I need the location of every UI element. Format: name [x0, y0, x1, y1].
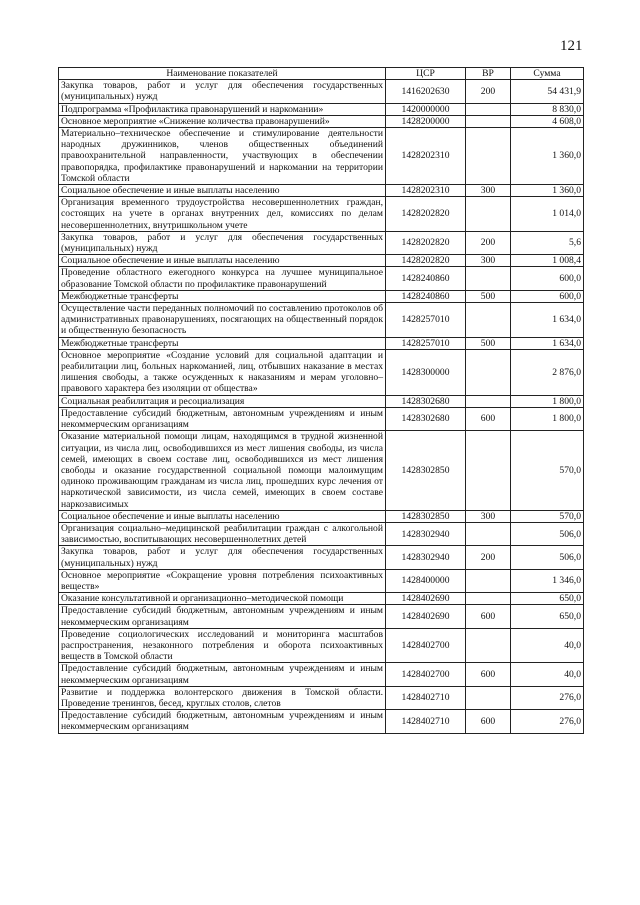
sum-cell: 570,0	[511, 431, 584, 510]
csr-cell: 1428302850	[386, 431, 466, 510]
sum-cell: 1 008,4	[511, 255, 584, 267]
table-row	[59, 303, 584, 338]
sum-cell: 276,0	[511, 686, 584, 709]
name-cell: Подпрограмма «Профилактика правонарушений и наркомании»	[59, 103, 386, 115]
vr-cell	[466, 103, 511, 115]
csr-cell: 1428402700	[386, 663, 466, 686]
sum-cell: 1 360,0	[511, 128, 584, 185]
sum-cell: 8 830,0	[511, 103, 584, 115]
vr-cell: 200	[466, 546, 511, 569]
name-cell: Материально–техническое обеспечение и стимулирование деятельности народных дружинников, членов общественных объединений правоохранительной направленности, участвующих в обеспечении правопорядка, профилактике правонарушений и наркомании на территории Томской области	[59, 128, 386, 185]
csr-cell: 1428257010	[386, 303, 466, 338]
name-cell: Оказание консультативной и организационно–методической помощи	[59, 593, 386, 605]
name-cell: Развитие и поддержка волонтерского движения в Томской области. Проведение тренингов, бесед, круглых столов, слетов	[59, 686, 386, 709]
page-number: 121	[560, 38, 583, 54]
vr-cell	[466, 349, 511, 395]
table-row	[59, 103, 584, 115]
name-cell: Основное мероприятие «Сокращение уровня потребления психоактивных веществ»	[59, 569, 386, 592]
name-cell: Межбюджетные трансферты	[59, 337, 386, 349]
table-row	[59, 267, 584, 290]
sum-cell: 600,0	[511, 290, 584, 302]
vr-cell: 500	[466, 290, 511, 302]
name-cell: Предоставление субсидий бюджетным, автономным учреждениям и иным некоммерческим организациям	[59, 407, 386, 430]
sum-cell: 1 634,0	[511, 337, 584, 349]
table-row	[59, 185, 584, 197]
table-row	[59, 128, 584, 185]
header-sum: Сумма	[511, 68, 584, 80]
table-row	[59, 593, 584, 605]
csr-cell: 1428200000	[386, 115, 466, 127]
name-cell: Закупка товаров, работ и услуг для обеспечения государственных (муниципальных) нужд	[59, 231, 386, 254]
csr-cell: 1428300000	[386, 349, 466, 395]
vr-cell: 600	[466, 710, 511, 733]
table-row	[59, 510, 584, 522]
sum-cell: 4 608,0	[511, 115, 584, 127]
vr-cell: 300	[466, 510, 511, 522]
sum-cell: 650,0	[511, 605, 584, 628]
vr-cell	[466, 303, 511, 338]
csr-cell: 1428240860	[386, 290, 466, 302]
name-cell: Социальная реабилитация и ресоциализация	[59, 395, 386, 407]
table-row	[59, 710, 584, 733]
csr-cell: 1428202820	[386, 197, 466, 232]
table-row	[59, 395, 584, 407]
csr-cell: 1428202820	[386, 255, 466, 267]
sum-cell: 600,0	[511, 267, 584, 290]
vr-cell	[466, 628, 511, 663]
sum-cell: 40,0	[511, 628, 584, 663]
table-row	[59, 628, 584, 663]
sum-cell: 650,0	[511, 593, 584, 605]
name-cell: Предоставление субсидий бюджетным, автономным учреждениям и иным некоммерческим организациям	[59, 663, 386, 686]
sum-cell: 276,0	[511, 710, 584, 733]
csr-cell: 1416202630	[386, 80, 466, 103]
vr-cell: 500	[466, 337, 511, 349]
table-row	[59, 115, 584, 127]
csr-cell: 1428257010	[386, 337, 466, 349]
csr-cell: 1428400000	[386, 569, 466, 592]
table-row	[59, 522, 584, 545]
sum-cell: 1 360,0	[511, 185, 584, 197]
table-row	[59, 605, 584, 628]
vr-cell: 200	[466, 231, 511, 254]
csr-cell: 1428202820	[386, 231, 466, 254]
sum-cell: 5,6	[511, 231, 584, 254]
table-row	[59, 231, 584, 254]
table-row	[59, 80, 584, 103]
vr-cell: 200	[466, 80, 511, 103]
table-row	[59, 407, 584, 430]
name-cell: Осуществление части переданных полномочий по составлению протоколов об административных правонарушениях, посягающих на общественный порядок и общественную безопасность	[59, 303, 386, 338]
table-row	[59, 197, 584, 232]
csr-cell: 1428402710	[386, 710, 466, 733]
name-cell: Оказание материальной помощи лицам, находящимся в трудной жизненной ситуации, из числа лиц, освободившихся из мест лишения свободы, из числа семей, имеющих в своем составе лиц, освободившихся из мест лишения свободы и оказание государственной социальной помощи малоимущим одиноко проживающим гражданам из числа лиц, прошедших курс лечения от наркотической зависимости, из числа семей, имеющих в своем составе наркозависимых	[59, 431, 386, 510]
vr-cell	[466, 686, 511, 709]
table-row	[59, 546, 584, 569]
vr-cell: 300	[466, 185, 511, 197]
name-cell: Предоставление субсидий бюджетным, автономным учреждениям и иным некоммерческим организациям	[59, 605, 386, 628]
vr-cell	[466, 569, 511, 592]
table-row	[59, 686, 584, 709]
csr-cell: 1428240860	[386, 267, 466, 290]
csr-cell: 1428402700	[386, 628, 466, 663]
sum-cell: 1 346,0	[511, 569, 584, 592]
name-cell: Организация временного трудоустройства несовершеннолетних граждан, состоящих на учете в органах внутренних дел, комиссиях по делам несовершеннолетних, внутришкольном учете	[59, 197, 386, 232]
sum-cell: 1 014,0	[511, 197, 584, 232]
sum-cell: 54 431,9	[511, 80, 584, 103]
table-body	[59, 80, 584, 733]
csr-cell: 1428402690	[386, 605, 466, 628]
name-cell: Предоставление субсидий бюджетным, автономным учреждениям и иным некоммерческим организациям	[59, 710, 386, 733]
name-cell: Социальное обеспечение и иные выплаты населению	[59, 510, 386, 522]
table-row	[59, 349, 584, 395]
sum-cell: 2 876,0	[511, 349, 584, 395]
sum-cell: 40,0	[511, 663, 584, 686]
sum-cell: 1 634,0	[511, 303, 584, 338]
csr-cell: 1428402710	[386, 686, 466, 709]
table-row	[59, 290, 584, 302]
csr-cell: 1428202310	[386, 128, 466, 185]
name-cell: Проведение областного ежегодного конкурса на лучшее муниципальное образование Томской области по профилактике правонарушений	[59, 267, 386, 290]
vr-cell	[466, 115, 511, 127]
vr-cell: 600	[466, 407, 511, 430]
vr-cell	[466, 197, 511, 232]
vr-cell: 600	[466, 605, 511, 628]
table-row	[59, 337, 584, 349]
csr-cell: 1428302940	[386, 546, 466, 569]
name-cell: Социальное обеспечение и иные выплаты населению	[59, 185, 386, 197]
csr-cell: 1420000000	[386, 103, 466, 115]
sum-cell: 1 800,0	[511, 395, 584, 407]
name-cell: Основное мероприятие «Снижение количества правонарушений»	[59, 115, 386, 127]
vr-cell	[466, 593, 511, 605]
vr-cell: 600	[466, 663, 511, 686]
table-row	[59, 431, 584, 510]
name-cell: Социальное обеспечение и иные выплаты населению	[59, 255, 386, 267]
sum-cell: 1 800,0	[511, 407, 584, 430]
vr-cell	[466, 522, 511, 545]
header-row	[59, 68, 584, 80]
name-cell: Межбюджетные трансферты	[59, 290, 386, 302]
budget-table	[58, 67, 584, 734]
name-cell: Организация социально–медицинской реабилитации граждан с алкогольной зависимостью, воспитывающих несовершеннолетних детей	[59, 522, 386, 545]
csr-cell: 1428402690	[386, 593, 466, 605]
vr-cell	[466, 128, 511, 185]
name-cell: Проведение социологических исследований и мониторинга масштабов распространения, незаконного потребления и оборота психоактивных веществ в Томской области	[59, 628, 386, 663]
vr-cell: 300	[466, 255, 511, 267]
name-cell: Закупка товаров, работ и услуг для обеспечения государственных (муниципальных) нужд	[59, 80, 386, 103]
csr-cell: 1428302940	[386, 522, 466, 545]
sum-cell: 506,0	[511, 546, 584, 569]
csr-cell: 1428302680	[386, 407, 466, 430]
csr-cell: 1428302850	[386, 510, 466, 522]
vr-cell	[466, 395, 511, 407]
vr-cell	[466, 431, 511, 510]
name-cell: Закупка товаров, работ и услуг для обеспечения государственных (муниципальных) нужд	[59, 546, 386, 569]
header-vr: ВР	[466, 68, 511, 80]
vr-cell	[466, 267, 511, 290]
table-row	[59, 255, 584, 267]
csr-cell: 1428302680	[386, 395, 466, 407]
header-csr: ЦСР	[386, 68, 466, 80]
sum-cell: 506,0	[511, 522, 584, 545]
table-row	[59, 569, 584, 592]
header-name: Наименование показателей	[59, 68, 386, 80]
table-row	[59, 663, 584, 686]
csr-cell: 1428202310	[386, 185, 466, 197]
sum-cell: 570,0	[511, 510, 584, 522]
name-cell: Основное мероприятие «Создание условий для социальной адаптации и реабилитации лиц, больных наркоманией, лиц, отбывших наказание в местах лишения свободы, а также осужденных к наказаниям и мерам уголовно–правового характера без изоляции от общества»	[59, 349, 386, 395]
